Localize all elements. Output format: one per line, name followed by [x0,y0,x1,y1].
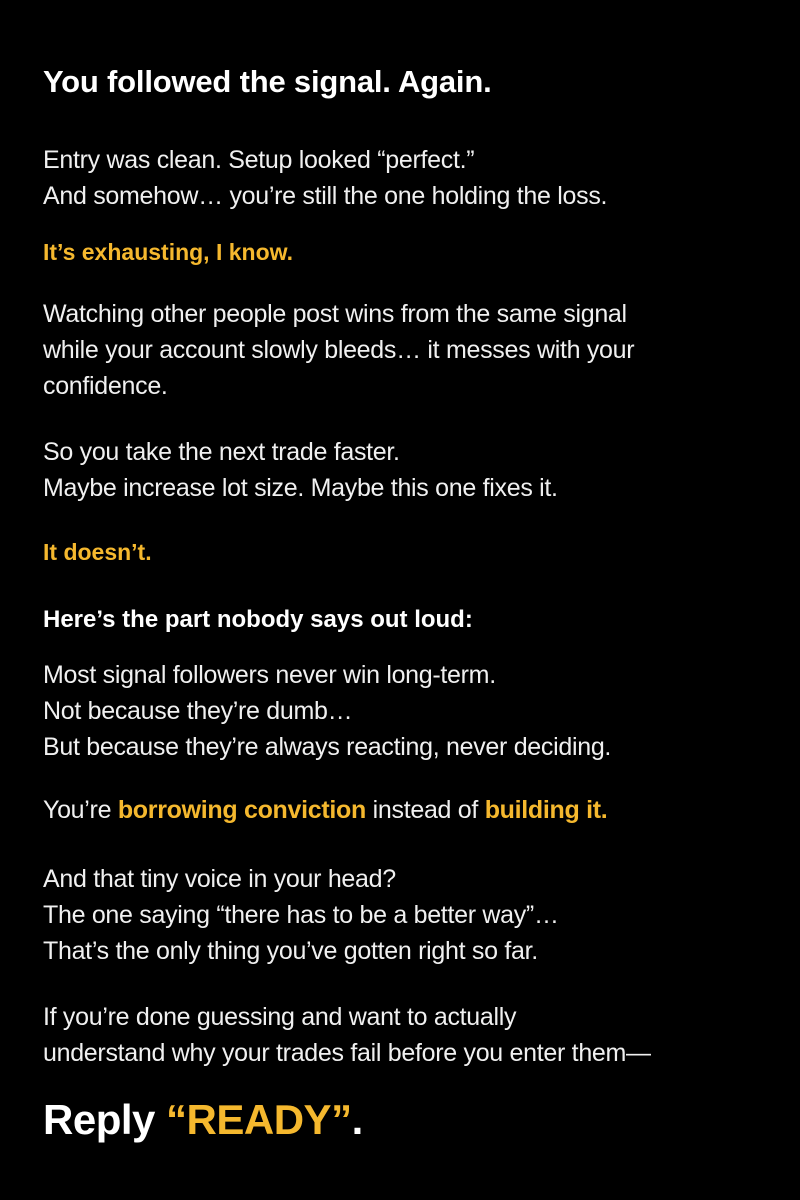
watching-line-1: Watching other people post wins from the same signal [43,300,627,328]
conviction-highlight-borrowing: borrowing conviction [117,796,366,824]
followers-line-1: Most signal followers never win long-term. [43,661,496,689]
guessing-line-1: If you’re done guessing and want to actually [43,1003,517,1031]
conviction-middle: instead of [366,796,485,824]
conviction-sentence [43,792,773,828]
call-to-action [43,1092,773,1148]
watching-line-3: confidence. [43,372,168,400]
intro-line-1: Entry was clean. Setup looked “perfect.” [43,146,475,174]
page-title: You followed the signal. Again. [43,64,492,99]
intro-line-2: And somehow… you’re still the one holding the loss. [43,182,608,210]
followers-line-3: But because they’re always reacting, never deciding. [43,733,612,761]
accent-exhausting: It’s exhausting, I know. [43,239,294,265]
voice-paragraph [43,861,773,969]
voice-line-2: The one saying “there has to be a better way”… [43,901,559,929]
intro-paragraph [43,142,773,214]
cta-suffix: . [351,1096,363,1143]
conviction-highlight-building: building it. [484,796,608,824]
followers-line-2: Not because they’re dumb… [43,697,353,725]
accent-doesnt: It doesn’t. [43,539,152,565]
cta-sentence [43,1092,773,1148]
conviction-prefix: You’re [43,796,118,824]
watching-line-2: while your account slowly bleeds… it messes with your [43,336,635,364]
cta-highlight-ready: “READY” [166,1096,352,1143]
guessing-paragraph [43,999,773,1071]
cta-prefix: Reply [43,1096,167,1143]
section-subhead: Here’s the part nobody says out loud: [43,606,473,633]
next-trade-paragraph [43,434,773,506]
followers-paragraph [43,657,773,765]
voice-line-1: And that tiny voice in your head? [43,865,396,893]
next-trade-line-1: So you take the next trade faster. [43,438,400,466]
conviction-line [43,792,773,828]
guessing-line-2: understand why your trades fail before you enter them— [43,1039,651,1067]
next-trade-line-2: Maybe increase lot size. Maybe this one fixes it. [43,474,558,502]
voice-line-3: That’s the only thing you’ve gotten right so far. [43,937,538,965]
watching-paragraph [43,296,773,404]
